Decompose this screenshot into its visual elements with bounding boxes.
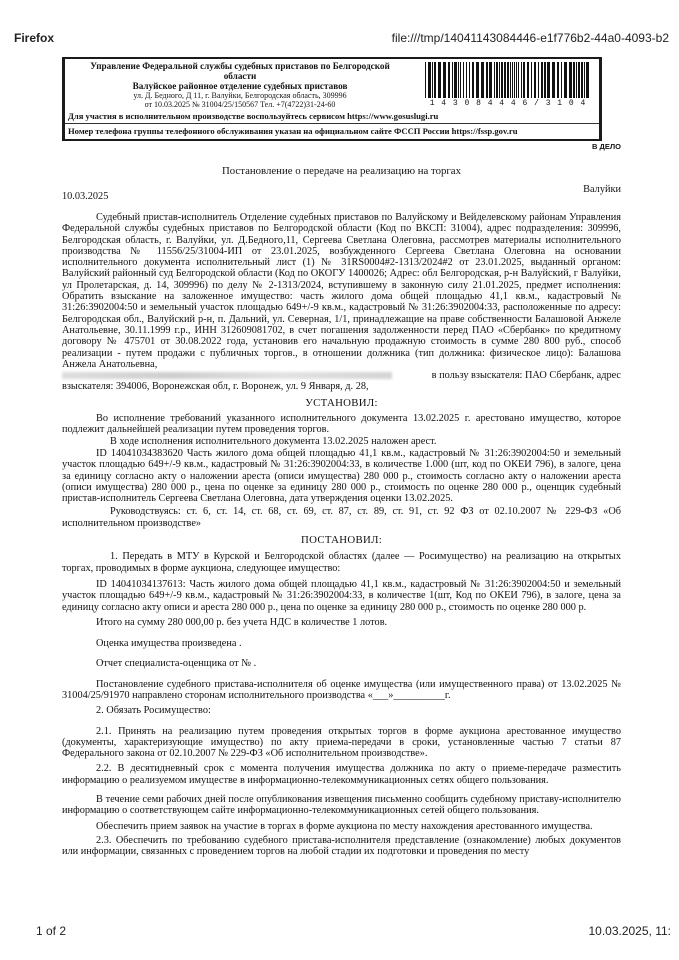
barcode-bar <box>432 62 433 98</box>
barcode-bar <box>486 62 488 98</box>
barcode-bar <box>428 62 431 98</box>
barcode-bar <box>576 62 577 98</box>
barcode-bar <box>472 62 474 98</box>
barcode-bar <box>460 62 461 98</box>
barcode-number: 1 4 3 0 8 4 4 4 6 / 3 1 0 4 <box>429 99 587 108</box>
barcode-bar <box>564 62 567 98</box>
barcode-bar <box>516 62 517 98</box>
barcode-bar <box>496 62 498 98</box>
document-date: 10.03.2025 <box>62 191 109 202</box>
barcode-bar <box>504 62 506 98</box>
notification-paragraph: В течение семи рабочих дней после опубликования извещения письменно сообщить судебному приставу-исполнителю информацию о соответствующем сайте информационно-телекоммуникационных сетей общего пользования. <box>62 794 621 817</box>
issuer-block <box>73 61 407 109</box>
barcode-bar <box>466 62 467 98</box>
resolved-item-2-3: 2.3. Обеспечить по требованию судебного пристава-исполнителя представление (ознакомление) любых документов или информации, связанных с проведением торгов на любой стадии их подготовки и проведения по месту <box>62 834 621 858</box>
barcode-bar <box>552 62 555 98</box>
document-city: Валуйки <box>583 184 621 195</box>
issuer-address: ул. Д. Бедного, Д 11, г. Валуйки, Белгородская область, 309996 <box>133 91 347 100</box>
barcode-bar <box>443 62 446 98</box>
barcode-bar <box>544 62 546 98</box>
barcode-bar <box>527 62 529 98</box>
creditor-row <box>62 370 621 381</box>
barcode-bar <box>581 62 583 98</box>
issuer-org-line-2: области <box>223 71 257 81</box>
page-url: file:///tmp/14041143084446-e1f776b2-44a0-4093-b2 <box>391 31 669 45</box>
letterhead <box>62 57 602 141</box>
valuation-order-paragraph: Постановление судебного пристава-исполнителя об оценке имущества (или имущественного права) от 13.02.2025 № 31004/25/91970 направлено сторонам исполнительного производства «___»__________г. <box>62 678 621 701</box>
barcode-bar <box>458 62 459 98</box>
barcode-bar <box>573 62 575 98</box>
issuer-org-line-1: Управление Федеральной службы судебных приставов по Белгородской <box>90 61 390 71</box>
barcode-bar <box>514 62 515 98</box>
creditor-label: в пользу взыскателя: ПАО Сбербанк, адрес <box>431 370 621 382</box>
barcode-bar <box>547 62 550 98</box>
issuer-reference: от 10.03.2025 № 31004/25/150567 Тел. +7(4722)31-24-60 <box>144 100 336 109</box>
barcode-bar <box>512 62 513 98</box>
barcode-bar <box>569 62 572 98</box>
resolved-item-2: 2. Обязать Росимущество: <box>96 705 211 717</box>
barcode-bar <box>534 62 536 98</box>
barcode-bar <box>499 62 500 98</box>
barcode-bar <box>557 62 559 98</box>
resolved-item-2-2: 2.2. В десятидневный срок с момента получения имущества должника по акту о приеме-передаче разместить информацию о реализуемом имуществе в информационно-телекоммуникационных сетях общего пользования. <box>62 763 621 786</box>
barcode-bar <box>454 62 457 98</box>
barcode-bar <box>469 62 470 98</box>
barcode-bar <box>452 62 453 98</box>
barcode-bar <box>510 62 511 98</box>
barcode-bar <box>434 62 436 98</box>
barcode-bar <box>438 62 441 98</box>
barcode-bar <box>448 62 450 98</box>
print-datetime: 10.03.2025, 11: <box>588 924 671 938</box>
barcode-bar <box>541 62 543 98</box>
issuer-department: Валуйское районное отделение судебных приставов <box>132 81 348 91</box>
resolved-item-1: 1. Передать в МТУ в Курской и Белгородской областях (далее — Росимущество) на реализацию на открытых торгах, проводимых в форме аукциона, следующее имущество: <box>62 551 621 574</box>
applications-paragraph: Обеспечить прием заявок на участие в торгах в форме аукциона по месту нахождения арестованного имущества. <box>96 820 593 832</box>
barcode-bar <box>463 62 464 98</box>
barcode-bar <box>521 62 522 98</box>
barcode-bar <box>586 62 589 98</box>
gosuslugi-note: Для участия в исполнительном производстве воспользуйтесь сервисом https://www.gosuslugi.ru <box>68 111 439 121</box>
barcode-bar <box>476 62 479 98</box>
total-paragraph: Итого на сумму 280 000,00 р. без учета НДС в количестве 1 лотов. <box>96 616 388 628</box>
legal-basis-paragraph: Руководствуясь: ст. 6, ст. 14, ст. 68, ст. 69, ст. 87, ст. 89, ст. 91, ст. 92 ФЗ от 02.10.2007 № 229-ФЗ «Об исполнительном производстве» <box>62 506 621 529</box>
browser-app-name: Firefox <box>14 31 55 45</box>
document-title: Постановление о передаче на реализацию на торгах <box>221 165 462 177</box>
barcode-bar <box>538 62 539 98</box>
appraiser-report-paragraph: Отчет специалиста-оценщика от № . <box>96 658 257 670</box>
barcode-bar <box>518 62 519 98</box>
document-body <box>62 212 621 858</box>
phone-note: Номер телефона группы телефонного обслуживания указан на официальном сайте ФССП России https://fssp.gov.ru <box>68 126 518 136</box>
barcode-bar <box>561 62 562 98</box>
barcode-bar <box>507 62 509 98</box>
valuation-paragraph: Оценка имущества произведена . <box>96 638 242 650</box>
transferred-item-paragraph: ID 14041034137613: Часть жилого дома общей площадью 41,1 кв.м., кадастровый № 31:26:3902004:50 и земельный участок площадью 649+/-9 кв.м., кадастровый № 31:26:3902004:33, в количестве 1(шт, Код по ОКЕИ 796), в залоге, цена за единицу согласно акту описи и ареста 280 000 р., цена по оценке за единицу 280 000 р., стоимость по оценке 280 000 р. <box>62 578 621 613</box>
resolved-heading: ПОСТАНОВИЛ: <box>301 534 382 547</box>
letterhead-divider <box>65 123 599 124</box>
page-counter: 1 of 2 <box>36 924 67 938</box>
filing-stamp: В ДЕЛО <box>592 142 621 151</box>
barcode-bar <box>523 62 525 98</box>
established-paragraph: В ходе исполнения исполнительного документа 13.02.2025 наложен арест. <box>110 435 437 447</box>
barcode-bar <box>578 62 580 98</box>
barcode-bar <box>531 62 532 98</box>
resolved-item-2-1: 2.1. Принять на реализацию путем проведения открытых торгов в форме аукциона арестованное имущество (документы, характеризующие имущество) по акту приема-передачи в сроки, установленные частью 7 статьи 87 Федерального закона от 02.10.2007 № 229-ФЗ «Об исполнительном производстве». <box>62 725 621 760</box>
arrested-item-paragraph: ID 14041034383620 Часть жилого дома общей площадью 41,1 кв.м., кадастровый № 31:26:3902004:50 и земельный участок площадью 649+/-9 кв.м., кадастровый № 31:26:3902004:33, в количестве 1.000 (шт, код по ОКЕИ 796), в залоге, цена за единицу согласно акту о наложении ареста (описи имущества) 280 000 р., стоимость согласно акту о наложении ареста (описи имущества) 280 000 р., цена по оценке за единицу 280 000 р., стоимость по оценке 280 000 р., оценщик судебный пристав-исполнитель Сергеева Светлана Олеговна, дата утверждения оценки 13.02.2025. <box>62 447 621 505</box>
barcode-bar <box>489 62 492 98</box>
established-paragraph: Во исполнение требований указанного исполнительного документа 13.02.2025 г. арестовано имущество, которое подлежит дальнейшей реализации путем проведения торгов. <box>62 413 621 436</box>
barcode-bar <box>494 62 495 98</box>
obscured-text <box>62 372 392 379</box>
established-heading: УСТАНОВИЛ: <box>305 396 378 409</box>
barcode-bar <box>584 62 585 98</box>
barcode-bar <box>425 62 426 98</box>
intro-paragraph: Судебный пристав-исполнитель Отделение судебных приставов по Валуйскому и Вейделевскому районам Управления Федеральной службы судебных приставов по Белгородской области (Код по ВКСП: 31004), адрес подразделения: 309996, Белгородская область, г. Валуйки, ул. Д.Бедного,11, Сергеева Светлана Олеговна, рассмотрев материалы исполнительного производства № 11556/25/31004-ИП от 23.01.2025, возбужденного Сергеева Светлана Олеговна на основании исполнительного документа исполнительный лист (1) № 31RS0004#2-1313/2024#2 от 23.01.2025, выданный органом: Валуйский районный суд Белгородской области (Код по ОКОГУ 1400026; Адрес: обл Белгородская, р-н Валуйский, г Валуйки, ул Пролетарская, д. 14, 309996) по делу № 2-1313/2024, вступившему в законную силу 21.01.2025, предмет исполнения: Обратить взыскание на заложенное имущество: часть жилого дома общей площадью 41,1 кв.м., кадастровый № 31:26:3902004:50 и земельный участок площадью 649+/-9 кв.м., кадастровый № 31:26:3902004:33, расположенные по адресу: Белгородская обл., Валуйский р-н, п. Дальний, ул. Северная, 1/1, принадлежащие на праве собственности Балашовой Анжеле Анатольевне, 30.11.1999 г.р., ИНН 312609081702, в счет погашения задолженности перед ПАО «Сбербанк» по кредитному договору № 475701 от 30.08.2022 года, установив его начальную продажную стоимость в сумме 280 800 руб., способ реализации - путем продажи с публичных торгов., в отношении должника (тип должника: физическое лицо): Балашова Анжела Анатольевна, <box>62 212 621 370</box>
barcode-bar <box>501 62 503 98</box>
barcode-bar <box>481 62 484 98</box>
barcode <box>423 62 593 98</box>
creditor-address: взыскателя: 394006, Воронежская обл, г. Воронеж, ул. 9 Января, д. 28, <box>62 381 369 393</box>
